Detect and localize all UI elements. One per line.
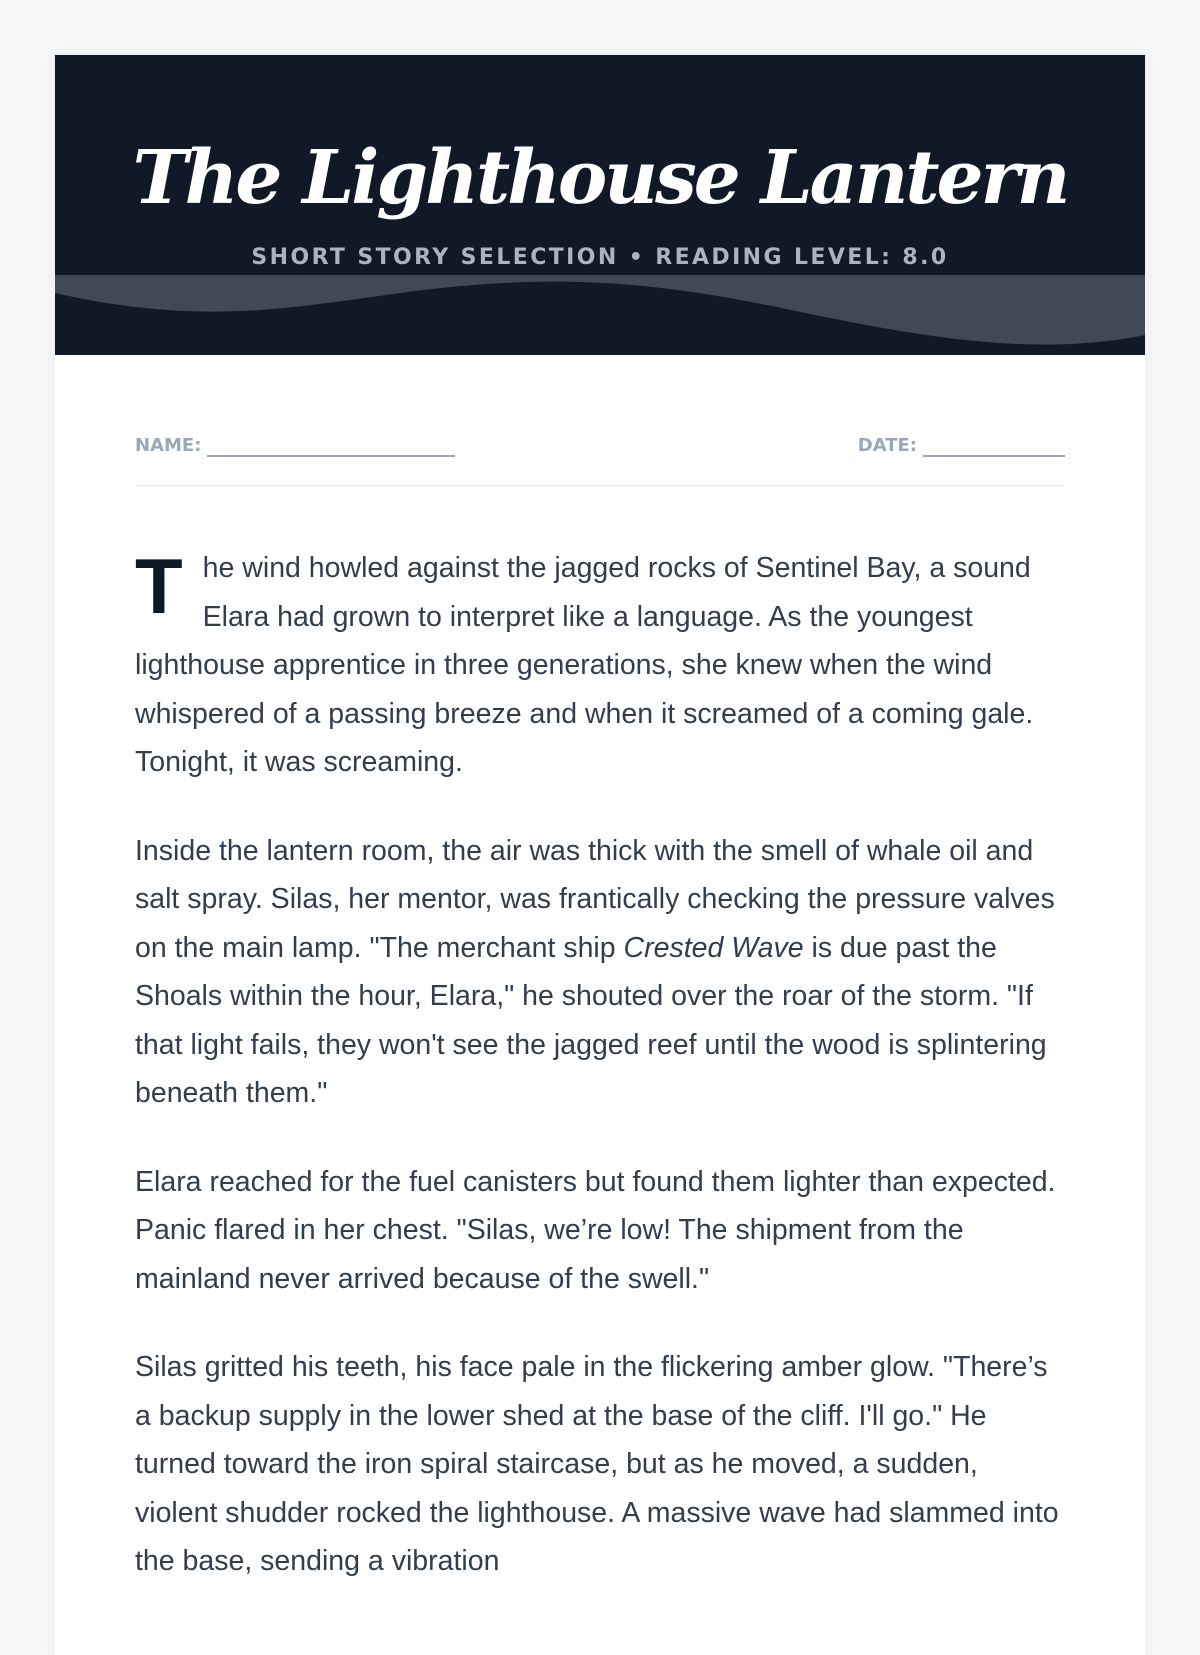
drop-cap: T bbox=[135, 542, 183, 630]
story-text bbox=[135, 544, 1065, 1586]
story-paragraph-3: Elara reached for the fuel canisters but found them lighter than expected. Panic flared in her chest. "Silas, we’re low! The shipment from the mainland never arrived because of the swell." bbox=[135, 1165, 1056, 1295]
story-subtitle: SHORT STORY SELECTION • READING LEVEL: 8.0 bbox=[251, 245, 949, 270]
name-field[interactable] bbox=[135, 435, 455, 457]
date-field[interactable] bbox=[858, 435, 1065, 457]
name-blank-line[interactable] bbox=[207, 437, 455, 457]
story-paragraph-2 bbox=[135, 827, 1065, 1118]
story-paragraph-1 bbox=[135, 544, 1065, 787]
story-paragraph-4: Silas gritted his teeth, his face pale in the flickering amber glow. "There’s a backup supply in the lower shed at the base of the cliff. I'll go." He turned toward the iron spiral staircase, but as he moved, a sudden, violent shudder rocked the lighthouse. A massive wave had slammed into the base, sending a vibration bbox=[135, 1351, 1059, 1577]
name-label: NAME: bbox=[135, 435, 202, 456]
paragraph-2-text-after: is due past the Shoals within the hour, Elara," he shouted over the roar of the storm. "If that light fails, they won't see the jagged reef until the wood is splintering beneath them." bbox=[135, 931, 1047, 1109]
paragraph-1-text: he wind howled against the jagged rocks of Sentinel Bay, a sound Elara had grown to interpret like a language. As the youngest lighthouse apprentice in three generations, she knew when the wind whispered of a passing breeze and when it screamed of a coming gale. Tonight, it was screaming. bbox=[135, 552, 1034, 778]
paragraph-2-text-before: Inside the lantern room, the air was thick with the smell of whale oil and salt spray. Silas, her mentor, was frantically checking the pressure valves on the main lamp. "The merchant ship bbox=[135, 834, 1055, 964]
header-banner bbox=[55, 55, 1145, 355]
worksheet-page bbox=[55, 55, 1145, 1655]
student-info-row bbox=[135, 355, 1065, 486]
date-blank-line[interactable] bbox=[923, 437, 1065, 457]
wave-decoration bbox=[55, 275, 1145, 355]
worksheet-body bbox=[55, 355, 1145, 1586]
ship-name: Crested Wave bbox=[623, 931, 804, 964]
story-title: The Lighthouse Lantern bbox=[132, 135, 1068, 221]
date-label: DATE: bbox=[857, 435, 917, 456]
